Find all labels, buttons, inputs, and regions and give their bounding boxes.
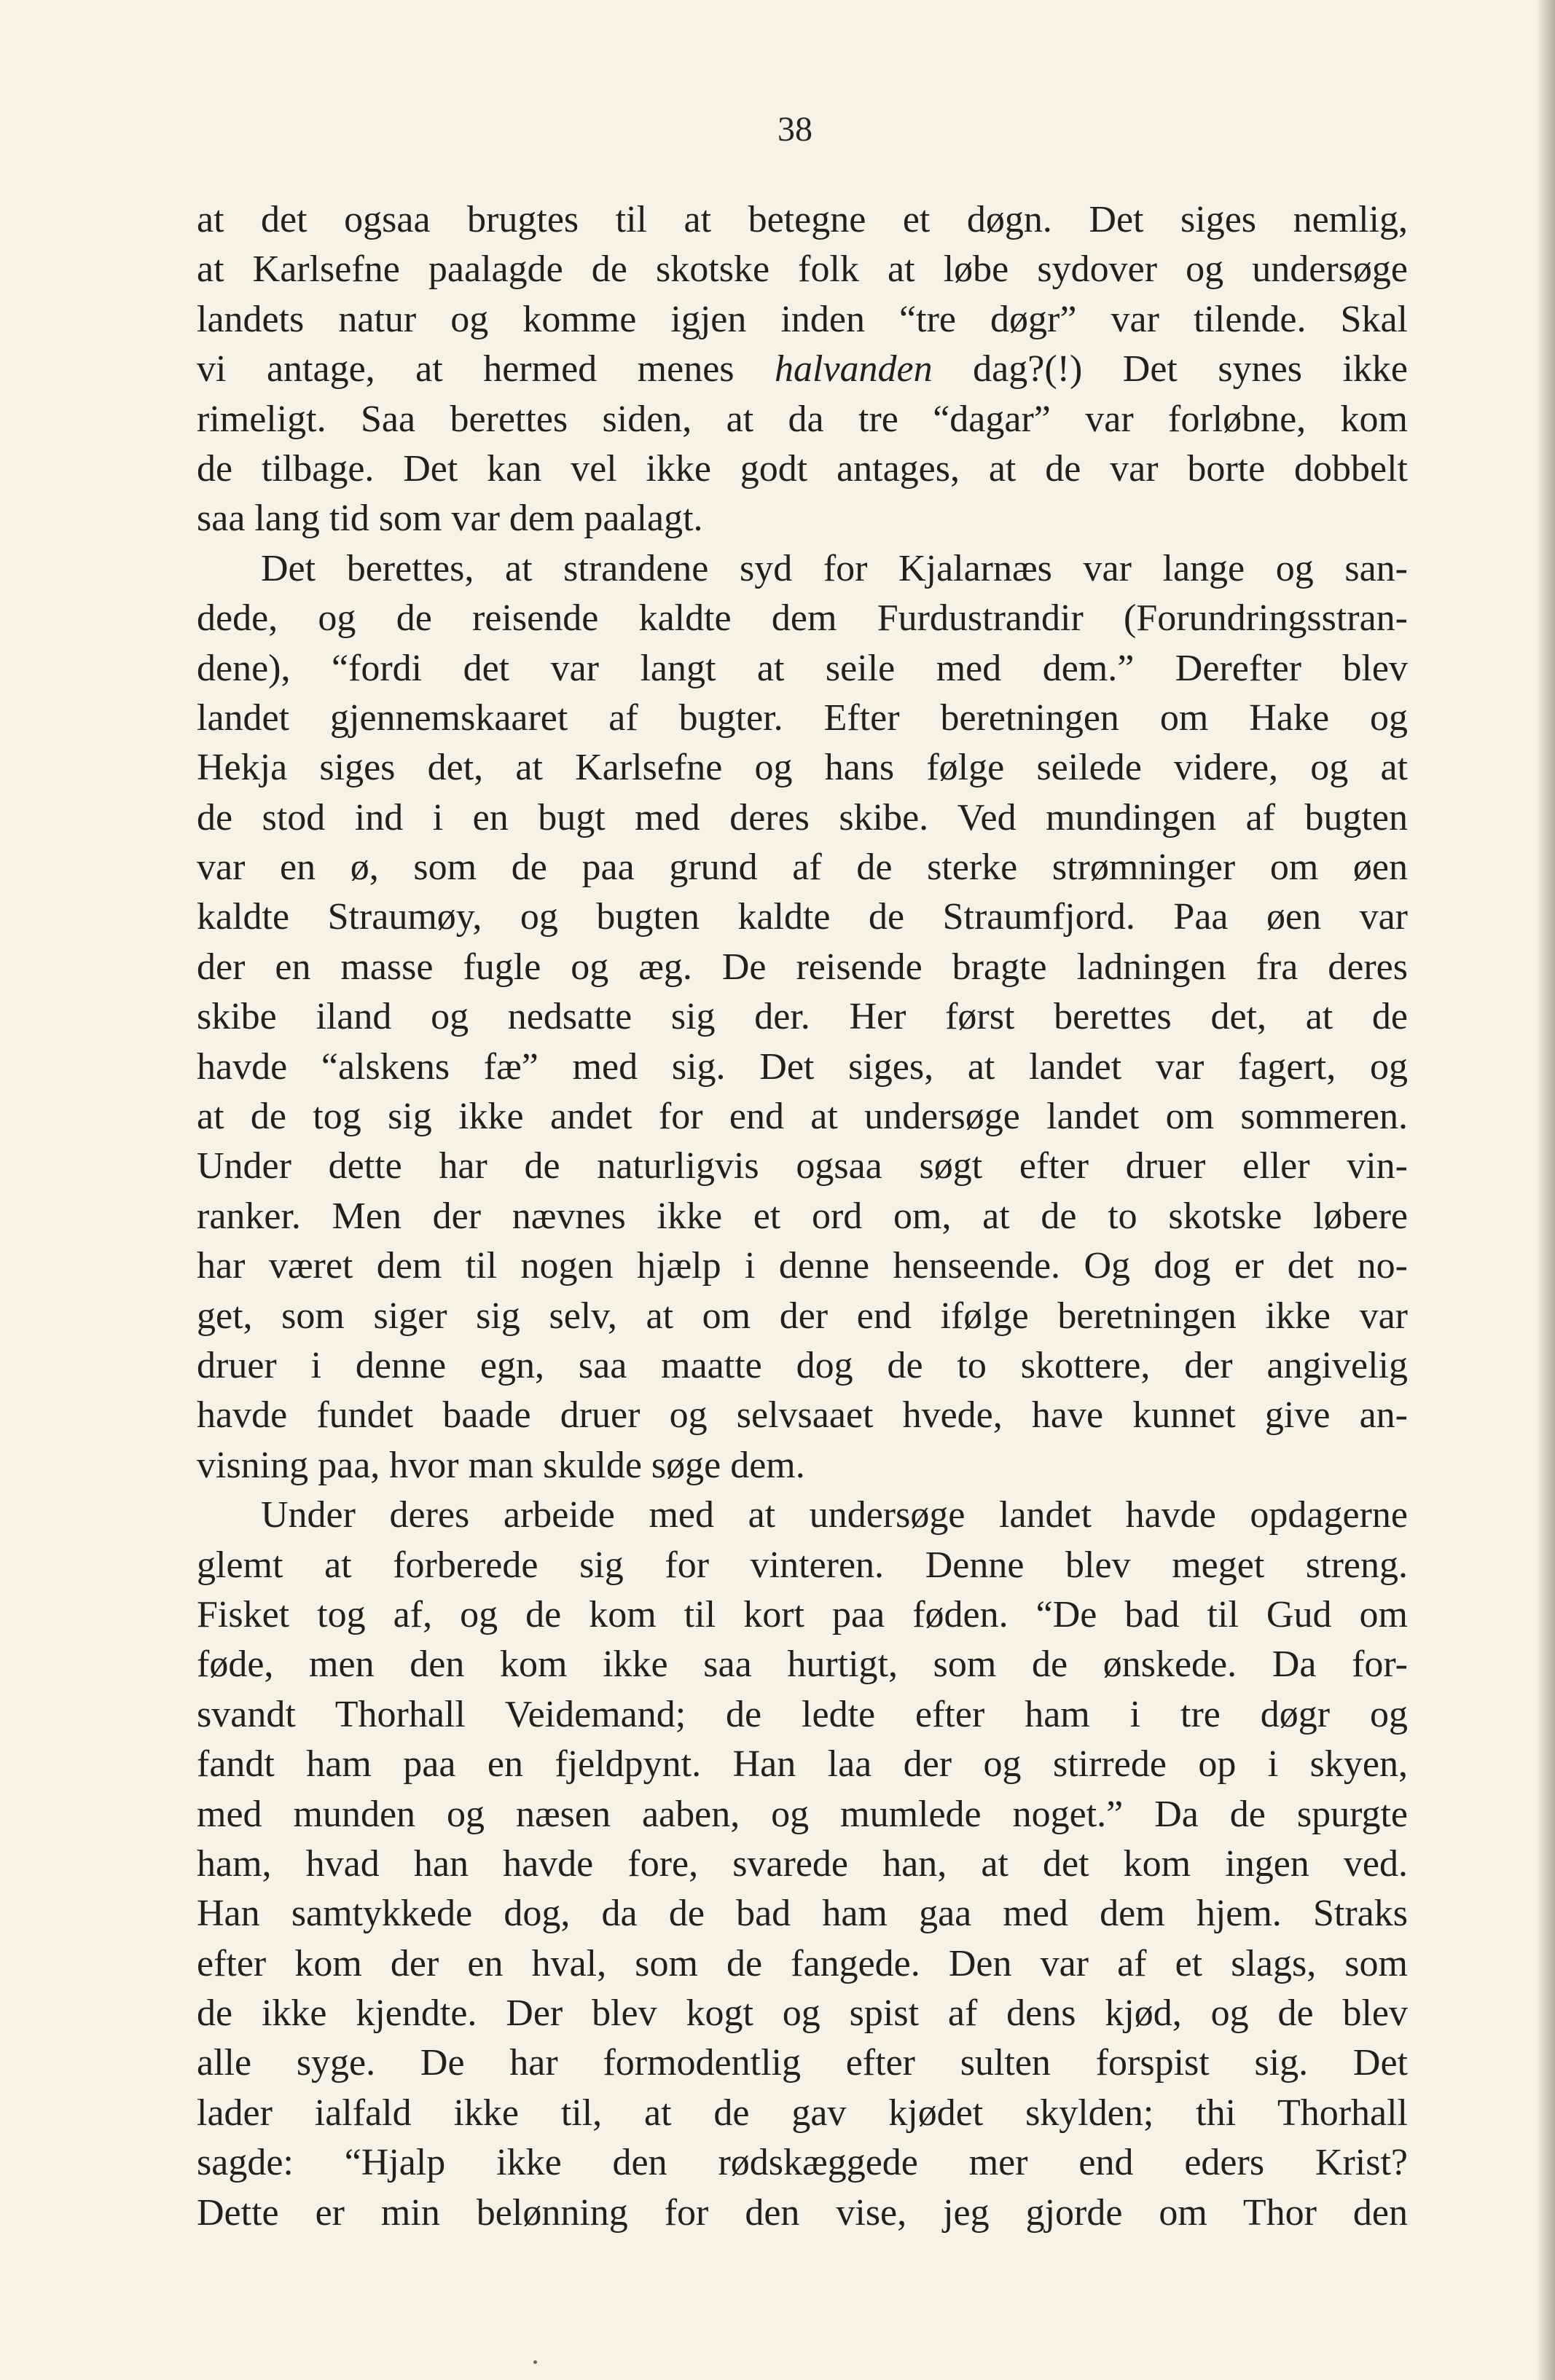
text-line: ranker. Men der nævnes ikke et ord om, at de to skotske løbere	[197, 1195, 1408, 1237]
text-line: Det berettes, at strandene syd for Kjalarnæs var lange og san-	[261, 547, 1408, 589]
page-number: 38	[777, 110, 812, 149]
text-line: Under deres arbeide med at undersøge landet havde opdagerne	[261, 1494, 1408, 1536]
text-line: de tilbage. Det kan vel ikke godt antages, at de var borte dobbelt	[197, 447, 1408, 490]
text-line: de stod ind i en bugt med deres skibe. Ved mundingen af bugten	[197, 796, 1408, 839]
text-line: at Karlsefne paalagde de skotske folk at løbe sydover og undersøge	[197, 248, 1408, 291]
print-speck	[533, 2360, 537, 2364]
text-line: get, som siger sig selv, at om der end ifølge beretningen ikke var	[197, 1295, 1408, 1337]
text-line: efter kom der en hval, som de fangede. Den var af et slags, som	[197, 1942, 1408, 1984]
text-line: lader ialfald ikke til, at de gav kjødet skylden; thi Thorhall	[197, 2092, 1408, 2134]
paragraph-2	[197, 544, 1408, 1491]
text-line: fandt ham paa en fjeldpynt. Han laa der og stirrede op i skyen,	[197, 1743, 1408, 1786]
page-edge-shadow	[1536, 0, 1555, 2380]
text-line-with-italic	[197, 345, 1408, 394]
text-segment: vi antage, at hermed menes	[197, 348, 775, 390]
text-line: svandt Thorhall Veidemand; de ledte efter ham i tre døgr og	[197, 1693, 1408, 1735]
text-line: druer i denne egn, saa maatte dog de to skottere, der angivelig	[197, 1344, 1408, 1386]
text-line: Dette er min belønning for den vise, jeg gjorde om Thor den	[197, 2191, 1408, 2234]
text-line: dede, og de reisende kaldte dem Furdustrandir (Forundringsstran-	[197, 597, 1408, 640]
text-line: at det ogsaa brugtes til at betegne et døgn. Det siges nemlig,	[197, 199, 1408, 240]
text-segment: dag?(!) Det synes ikke	[932, 348, 1408, 390]
italic-word: halvanden	[775, 348, 933, 390]
text-line: havde fundet baade druer og selvsaaet hvede, have kunnet give an-	[197, 1394, 1408, 1437]
text-line: kaldte Straumøy, og bugten kaldte de Straumfjord. Paa øen var	[197, 896, 1408, 938]
text-line: Under dette har de naturligvis ogsaa søgt efter druer eller vin-	[197, 1145, 1408, 1187]
text-line: glemt at forberede sig for vinteren. Denne blev meget streng.	[197, 1544, 1408, 1586]
text-line: saa lang tid som var dem paalagt.	[197, 498, 703, 540]
text-line: dene), “fordi det var langt at seile med dem.” Derefter blev	[197, 647, 1408, 689]
text-line: Han samtykkede dog, da de bad ham gaa med dem hjem. Straks	[197, 1893, 1408, 1935]
text-line: med munden og næsen aaben, og mumlede noget.” Da de spurgte	[197, 1793, 1408, 1835]
text-line: rimeligt. Saa berettes siden, at da tre “dagar” var forløbne, kom	[197, 398, 1408, 440]
text-line: at de tog sig ikke andet for end at undersøge landet om sommeren.	[197, 1096, 1408, 1138]
text-line: var en ø, som de paa grund af de sterke strømninger om øen	[197, 847, 1408, 889]
text-line: føde, men den kom ikke saa hurtigt, som de ønskede. Da for-	[197, 1643, 1408, 1686]
text-line: der en masse fugle og æg. De reisende bragte ladningen fra deres	[197, 946, 1408, 988]
text-line: sagde: “Hjalp ikke den rødskæggede mer end eders Krist?	[197, 2142, 1408, 2184]
text-line: ham, hvad han havde fore, svarede han, at det kom ingen ved.	[197, 1842, 1408, 1885]
text-line: skibe iland og nedsatte sig der. Her først berettes det, at de	[197, 996, 1408, 1038]
text-line: landets natur og komme igjen inden “tre døgr” var tilende. Skal	[197, 298, 1408, 340]
text-line: Hekja siges det, at Karlsefne og hans følge seilede videre, og at	[197, 747, 1408, 789]
text-line: Fisket tog af, og de kom til kort paa føden. “De bad til Gud om	[197, 1593, 1408, 1635]
paragraph-1	[197, 195, 1408, 544]
text-line: landet gjennemskaaret af bugter. Efter beretningen om Hake og	[197, 696, 1408, 739]
text-line: havde “alskens fæ” med sig. Det siges, at landet var fagert, og	[197, 1045, 1408, 1088]
text-line: har været dem til nogen hjælp i denne henseende. Og dog er det no-	[197, 1245, 1408, 1287]
text-line: visning paa, hvor man skulde søge dem.	[197, 1444, 805, 1486]
text-line: de ikke kjendte. Der blev kogt og spist af dens kjød, og de blev	[197, 1992, 1408, 2035]
text-line: alle syge. De har formodentlig efter sulten forspist sig. Det	[197, 2042, 1408, 2084]
paragraph-3	[197, 1491, 1408, 2238]
body-text	[197, 195, 1408, 2238]
